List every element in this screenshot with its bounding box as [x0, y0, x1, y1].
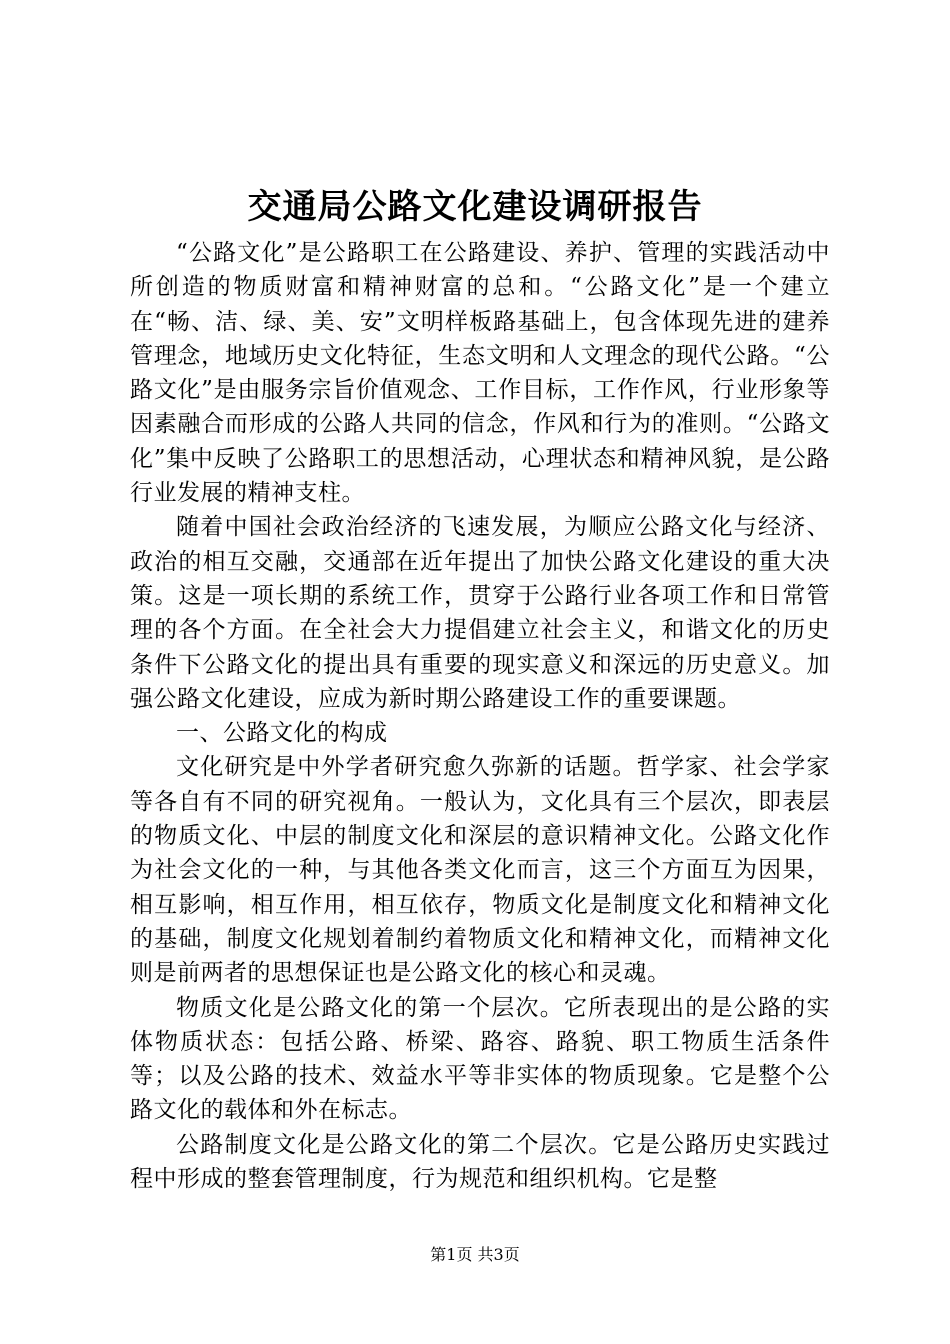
- paragraph-material-culture: 物质文化是公路文化的第一个层次。它所表现出的是公路的实体物质状态：包括公路、桥梁、路容、路貌、职工物质生活条件等；以及公路的技术、效益水平等非实体的物质现象。它是整个公路文化的载体和外在标志。: [130, 994, 830, 1124]
- document-body: [130, 236, 830, 1196]
- paragraph-definition: “公路文化”是公路职工在公路建设、养护、管理的实践活动中所创造的物质财富和精神财富的总和。“公路文化”是一个建立在“畅、洁、绿、美、安”文明样板路基础上，包含体现先进的建养管理念，地域历史文化特征，生态文明和人文理念的现代公路。“公路文化”是由服务宗旨价值观念、工作目标，工作作风，行业形象等因素融合而形成的公路人共同的信念，作风和行为的准则。“公路文化”集中反映了公路职工的思想活动，心理状态和精神风貌，是公路行业发展的精神支柱。: [130, 240, 830, 507]
- document-title: 交通局公路文化建设调研报告: [247, 187, 703, 227]
- section-heading: 一、公路文化的构成: [176, 720, 388, 747]
- paragraph-institutional-culture: 公路制度文化是公路文化的第二个层次。它是公路历史实践过程中形成的整套管理制度，行为规范和组织机构。它是整: [130, 1131, 830, 1193]
- paragraph-background: 随着中国社会政治经济的飞速发展，为顺应公路文化与经济、政治的相互交融，交通部在近年提出了加快公路文化建设的重大决策。这是一项长期的系统工作，贯穿于公路行业各项工作和日常管理的各个方面。在全社会大力提倡建立社会主义，和谐文化的历史条件下公路文化的提出具有重要的现实意义和深远的历史意义。加强公路文化建设，应成为新时期公路建设工作的重要课题。: [130, 514, 830, 712]
- paragraph-culture-layers: 文化研究是中外学者研究愈久弥新的话题。哲学家、社会学家等各自有不同的研究视角。一般认为，文化具有三个层次，即表层的物质文化、中层的制度文化和深层的意识精神文化。公路文化作为社会文化的一种，与其他各类文化而言，这三个方面互为因果，相互影响，相互作用，相互依存，物质文化是制度文化和精神文化的基础，制度文化规划着制约着物质文化和精神文化，而精神文化则是前两者的思想保证也是公路文化的核心和灵魂。: [130, 754, 830, 987]
- page-number-footer: 第1页 共3页: [430, 1245, 520, 1264]
